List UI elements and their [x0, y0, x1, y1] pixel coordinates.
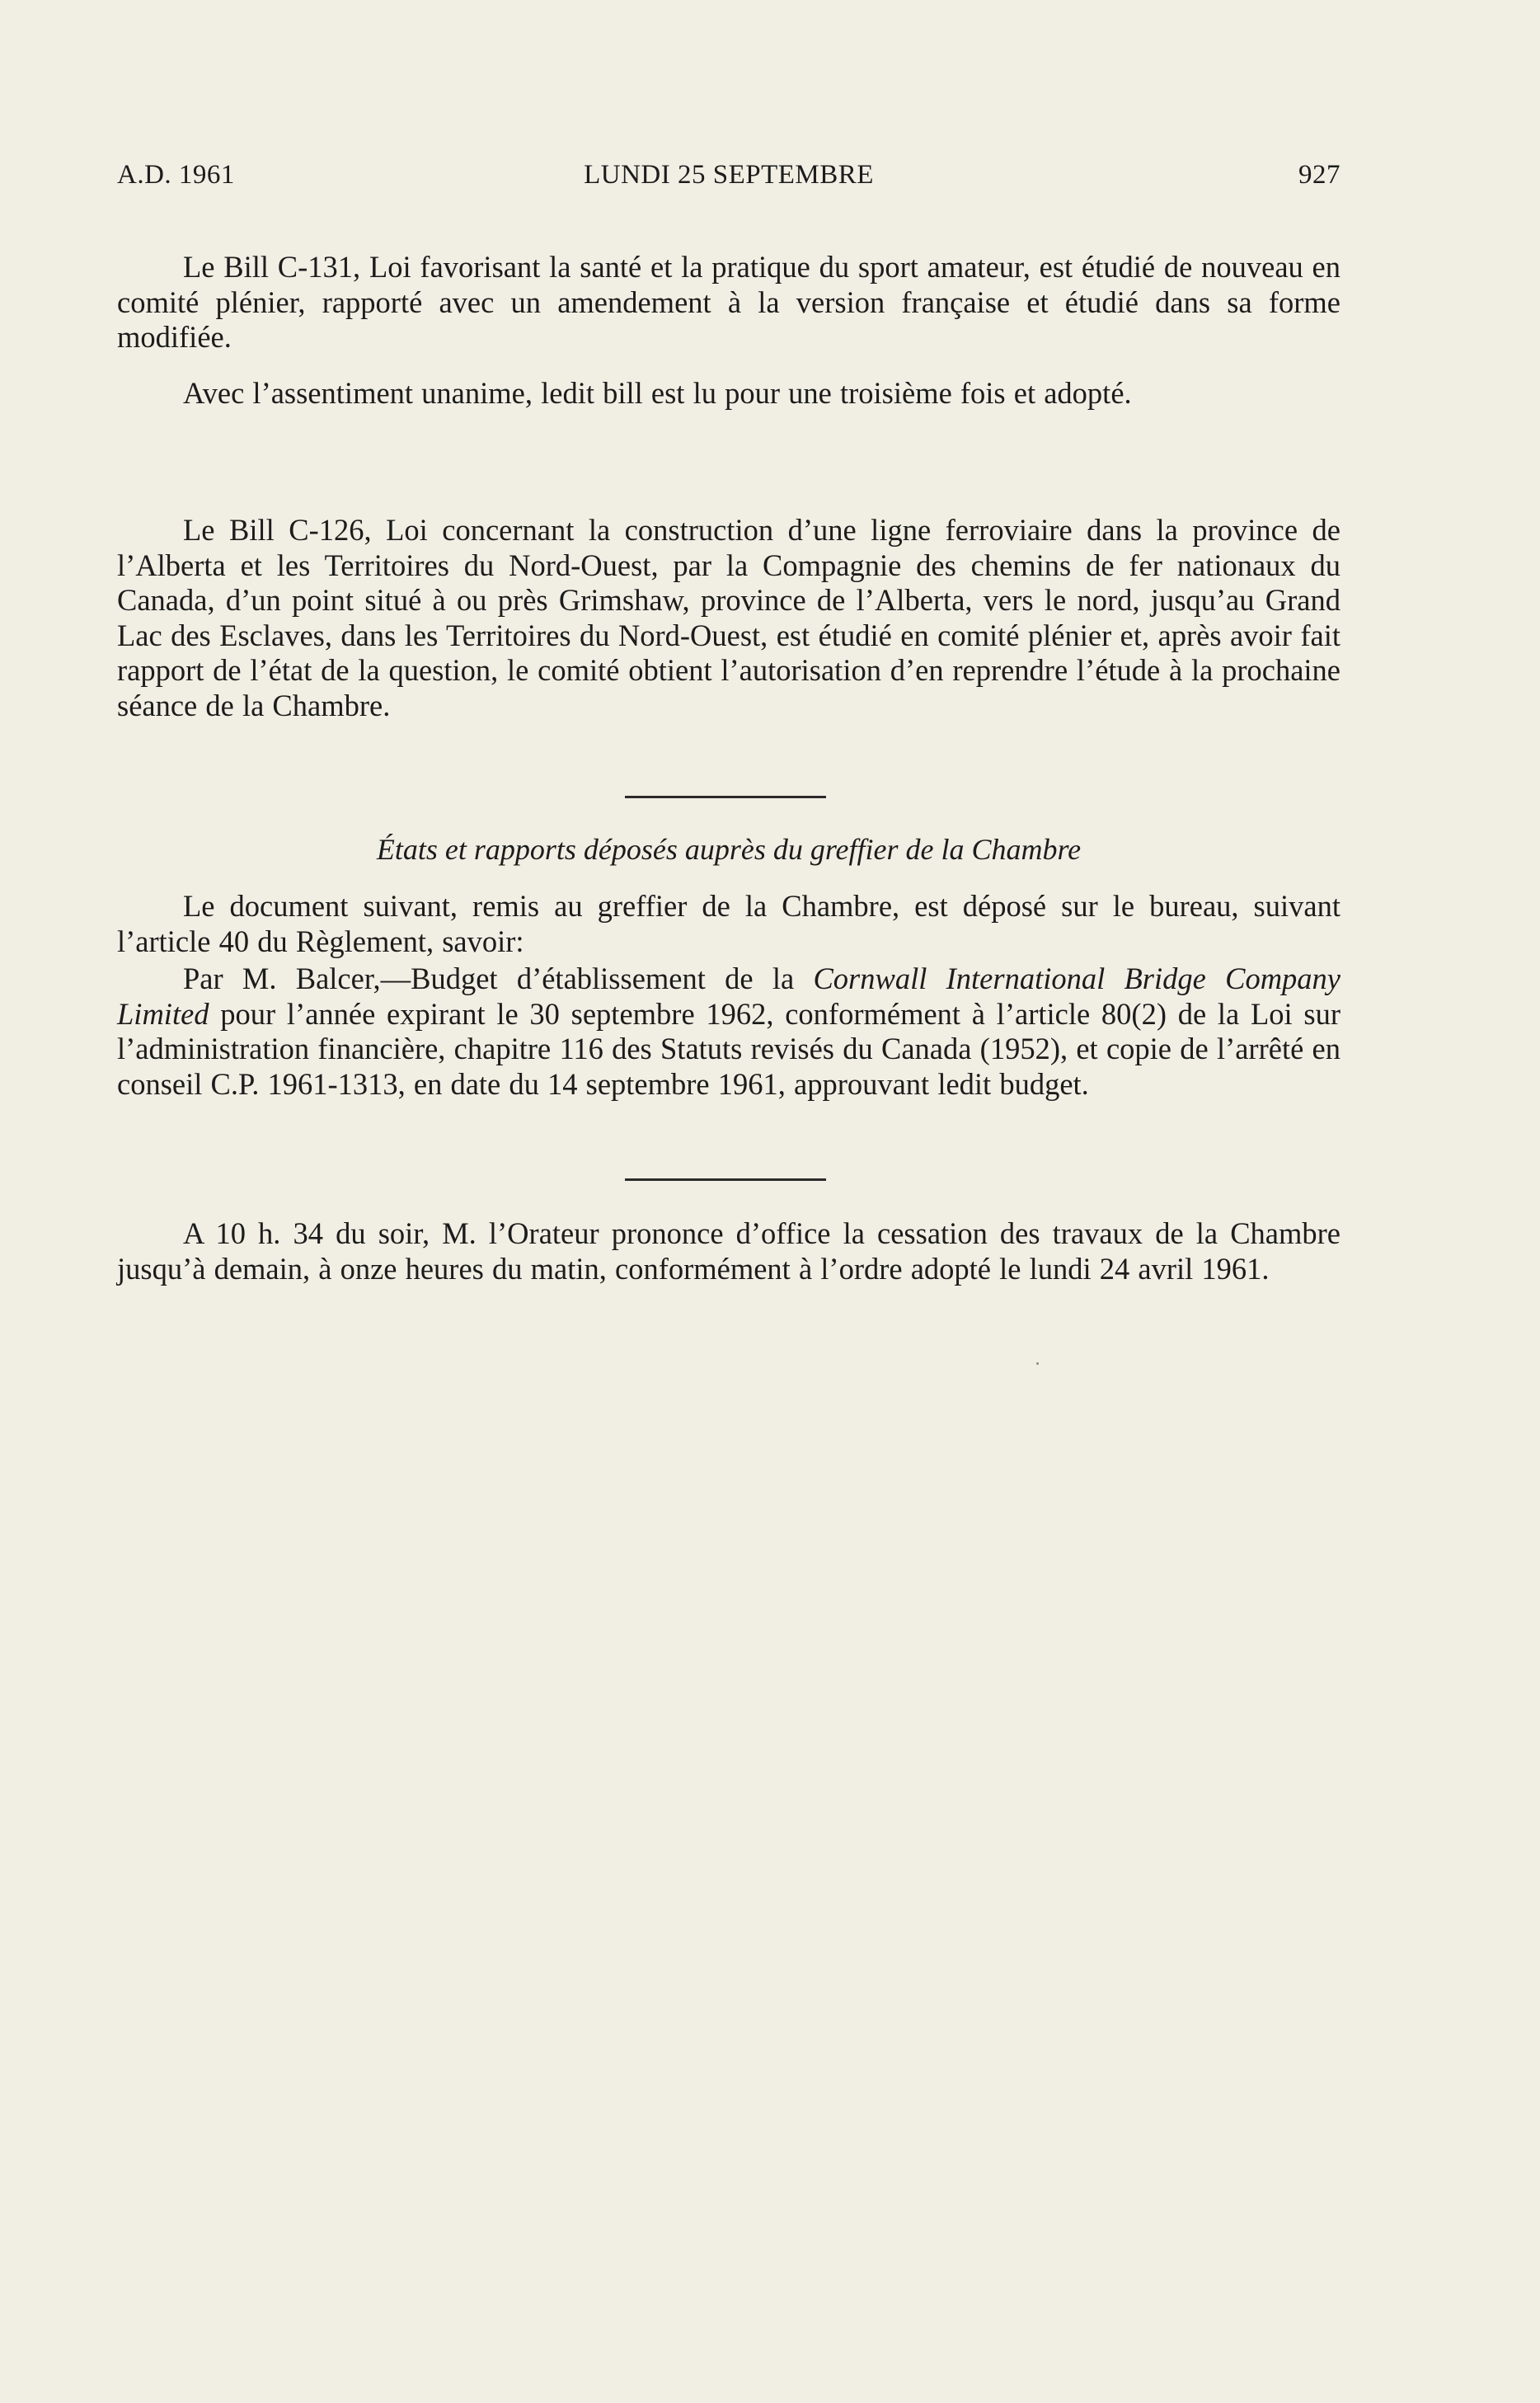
header-year: A.D. 1961	[117, 160, 235, 190]
paragraph-third-reading: Avec l’assentiment unanime, ledit bill est lu pour une troisième fois et adopté.	[183, 376, 1132, 410]
page-number: 927	[1298, 160, 1340, 190]
company-name: Cornwall International Bridge Company Limited	[117, 962, 1340, 1031]
balcer-text-part2: pour l’année expirant le 30 septembre 1962, conformément à l’article 80(2) de la Loi sur l’administration financière, chapitre 116 des Statuts revisés du Canada (1952), et copie de l’arrêté en conseil C.P. 1961-1313, en date du 14 septembre 1961, approuvant ledit budget.	[117, 996, 1340, 1101]
paper-speck	[1036, 1362, 1039, 1365]
balcer-text-part1: Par M. Balcer,—Budget d’établissement de la	[183, 962, 814, 995]
paragraph-bill-c126: Le Bill C-126, Loi concernant la construction d’une ligne ferroviaire dans la province de l’Alberta et les Territoires du Nord-Ouest, par la Compagnie des chemins de fer nationaux du Canada, d’un point situé à ou près Grimshaw, province de l’Alberta, vers le nord, jusqu’au Grand Lac des Esclaves, dans les Territoires du Nord-Ouest, est étudié en comité plénier et, après avoir fait rapport de l’état de la question, le comité obtient l’autorisation d’en reprendre l’étude à la prochaine séance de la Chambre.	[117, 513, 1340, 722]
section-divider-2	[625, 1178, 826, 1181]
section-heading: États et rapports déposés auprès du greffier de la Chambre	[376, 833, 1082, 866]
paragraph-balcer-budget	[117, 962, 1340, 1102]
paragraph-document-tabled: Le document suivant, remis au greffier de la Chambre, est déposé sur le bureau, suivant l’article 40 du Règlement, savoir:	[117, 889, 1340, 958]
paragraph-bill-c131: Le Bill C-131, Loi favorisant la santé et la pratique du sport amateur, est étudié de nouveau en comité plénier, rapporté avec un amendement à la version française et étudié dans sa forme modifiée.	[117, 250, 1340, 354]
section-divider	[625, 796, 826, 798]
paragraph-adjournment: A 10 h. 34 du soir, M. l’Orateur prononce d’office la cessation des travaux de la Chambre jusqu’à demain, à onze heures du matin, conformément à l’ordre adopté le lundi 24 avril 1961.	[117, 1216, 1340, 1286]
header-date: LUNDI 25 SEPTEMBRE	[584, 160, 874, 190]
page-header	[117, 160, 1340, 196]
